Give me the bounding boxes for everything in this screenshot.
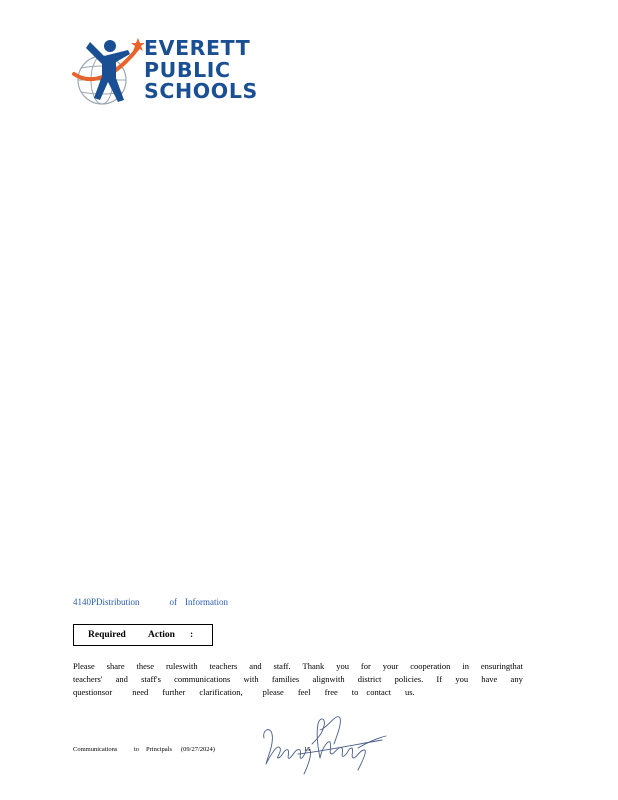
word: families xyxy=(271,674,300,684)
word: for xyxy=(360,661,371,671)
word: have xyxy=(481,674,498,684)
word: contact xyxy=(366,687,391,697)
word: share xyxy=(106,661,125,671)
policy-link-of: of xyxy=(169,597,178,607)
footer-audience: Principals xyxy=(146,746,172,753)
word: to xyxy=(351,687,359,697)
footer-date: (09/27/2024) xyxy=(181,746,215,753)
word: feel xyxy=(297,687,311,697)
logo-wordmark xyxy=(144,38,258,103)
word: staff. xyxy=(273,661,291,671)
word: cooperation xyxy=(410,661,451,671)
paragraph-line-2 xyxy=(73,673,523,686)
word: policies. xyxy=(394,674,424,684)
footer-to: to xyxy=(134,746,140,753)
required-action-word2: Action xyxy=(148,630,175,640)
required-action-word1: Required xyxy=(88,630,126,640)
word: district xyxy=(357,674,382,684)
word: Please xyxy=(73,661,95,671)
instruction-paragraph xyxy=(73,660,523,699)
word: please xyxy=(262,687,284,697)
logo-line-2: PUBLIC xyxy=(144,57,231,82)
logo-line-1: EVERETT xyxy=(144,36,251,60)
word: any xyxy=(510,674,523,684)
word: and xyxy=(115,674,128,684)
word: you xyxy=(455,674,469,684)
paragraph-line-3 xyxy=(73,686,523,699)
word: staff's xyxy=(141,674,161,684)
word: further xyxy=(162,687,186,697)
district-logo xyxy=(72,34,258,112)
word: teachers' xyxy=(73,674,103,684)
policy-link[interactable] xyxy=(73,597,250,607)
policy-link-code: 4140PDistribution xyxy=(73,597,140,607)
word: communications xyxy=(174,674,231,684)
word: If xyxy=(436,674,443,684)
handwritten-signature xyxy=(258,708,390,778)
policy-link-title: Information xyxy=(185,597,229,607)
star-person-globe-icon xyxy=(72,34,144,112)
footer-page-number: 15 xyxy=(304,746,311,753)
word: and xyxy=(249,661,262,671)
required-action-colon: : xyxy=(190,630,194,640)
word: questionsor xyxy=(73,687,113,697)
footer-doc: Communications xyxy=(73,746,118,753)
word: need xyxy=(132,687,149,697)
logo-line-3: SCHOOLS xyxy=(144,79,258,103)
word: Thank xyxy=(302,661,325,671)
word: us. xyxy=(404,687,415,697)
word: with xyxy=(243,674,259,684)
word: in xyxy=(462,661,469,671)
word: ensuringthat xyxy=(480,661,523,671)
word: alignwith xyxy=(312,674,345,684)
word: teachers xyxy=(209,661,238,671)
word: your xyxy=(382,661,399,671)
word: you xyxy=(336,661,349,671)
paragraph-line-1 xyxy=(73,660,523,673)
word: free xyxy=(324,687,338,697)
word: ruleswith xyxy=(165,661,198,671)
word: these xyxy=(136,661,154,671)
word: clarification, xyxy=(199,687,243,697)
required-action-box xyxy=(73,624,213,646)
